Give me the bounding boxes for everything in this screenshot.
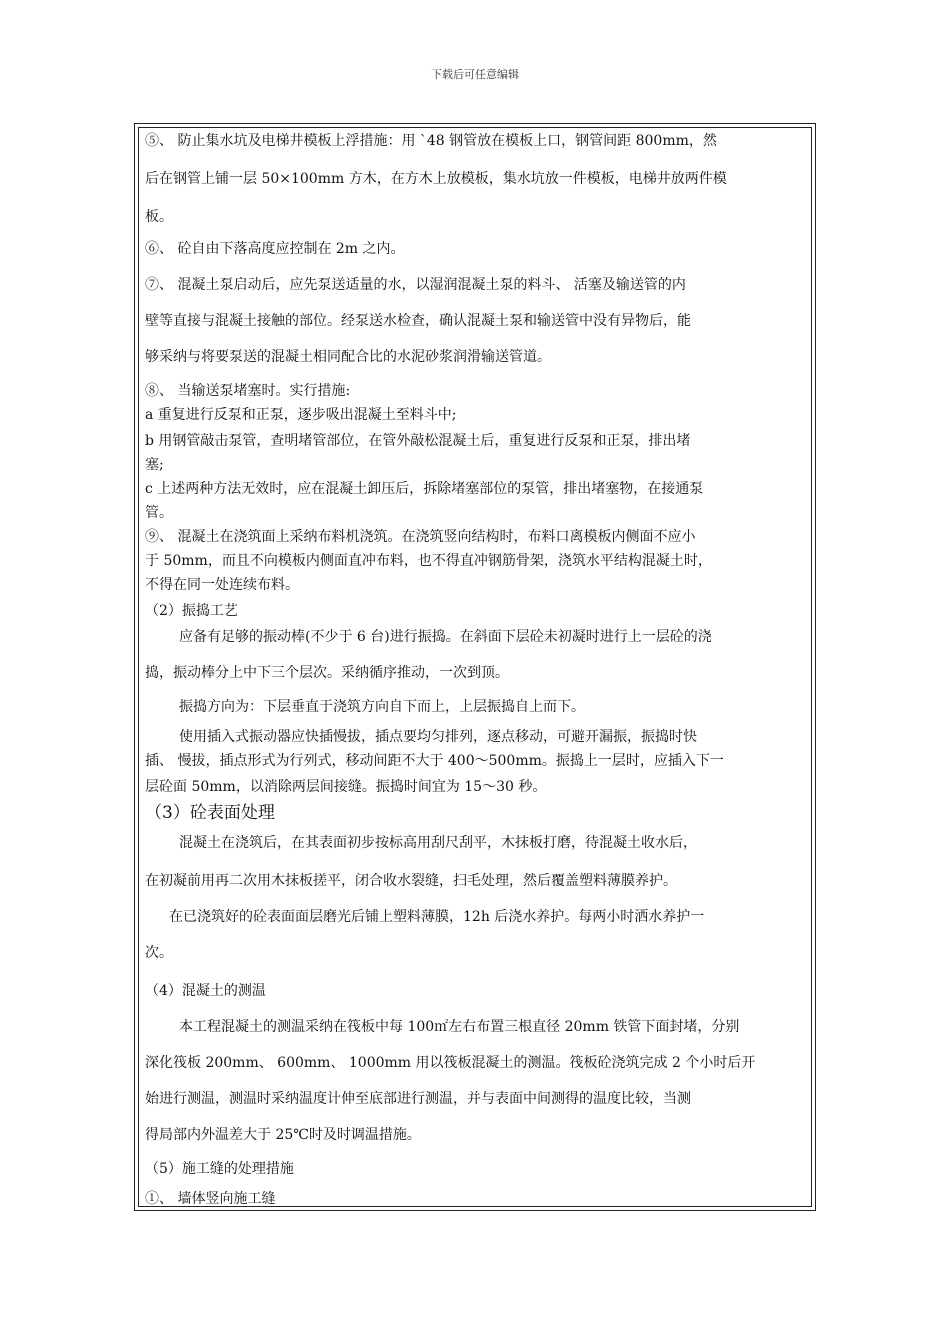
- section-5-item-1: ①、 墙体竖向施工缝: [145, 1191, 276, 1207]
- section-2-para-3-line-1: 使用插入式振动器应快插慢拔，插点要均匀排列，逐点移动，可避开漏振，振捣时快: [179, 729, 697, 745]
- item-8-a: a 重复进行反泵和正泵，逐步吸出混凝土至料斗中;: [145, 407, 457, 423]
- section-3-para-1-line-2: 在初凝前用再二次用木抹板搓平，闭合收水裂缝，扫毛处理，然后覆盖塑料薄膜养护。: [145, 873, 677, 889]
- item-8-line-1: ⑧、 当输送泵堵塞时。实行措施:: [145, 383, 351, 399]
- section-2-para-3-line-2: 插、 慢拔，插点形式为行列式，移动间距不大于 400～500mm。振捣上一层时，应插入下一: [145, 753, 724, 769]
- section-3-para-2-line-1: 在已浇筑好的砼表面面层磨光后铺上塑料薄膜，12h 后浇水养护。每两小时洒水养护一: [169, 909, 705, 925]
- section-3-heading: （3）砼表面处理: [145, 803, 275, 823]
- item-8-c-line-1: c 上述两种方法无效时，应在混凝土卸压后，拆除堵塞部位的泵管，排出堵塞物，在接通泵: [145, 481, 704, 497]
- section-2-para-1-line-1: 应备有足够的振动棒(不少于 6 台)进行振捣。在斜面下层砼未初凝时进行上一层砼的浇: [179, 629, 712, 645]
- section-5-heading: （5）施工缝的处理措施: [145, 1161, 294, 1177]
- section-2-para-3-line-3: 层砼面 50mm，以消除两层间接缝。振捣时间宜为 15～30 秒。: [145, 779, 547, 795]
- item-7-line-1: ⑦、 混凝土泵启动后，应先泵送适量的水，以湿润混凝土泵的料斗、 活塞及输送管的内: [145, 277, 686, 293]
- content-table: [134, 123, 816, 1211]
- item-8-b-line-1: b 用钢管敲击泵管，查明堵管部位，在管外敲松混凝土后，重复进行反泵和正泵，排出堵: [145, 433, 691, 449]
- section-3-para-1-line-1: 混凝土在浇筑后，在其表面初步按标高用刮尺刮平，木抹板打磨，待混凝土收水后，: [179, 835, 697, 851]
- item-5-line-3: 板。: [145, 209, 173, 225]
- item-9-line-1: ⑨、 混凝土在浇筑面上采纳布料机浇筑。在浇筑竖向结构时，布料口离模板内侧面不应小: [145, 529, 696, 545]
- item-5-line-2: 后在钢管上铺一层 50×100mm 方木，在方木上放模板，集水坑放一件模板，电梯井放两件模: [145, 171, 727, 187]
- item-8-b-line-2: 塞;: [145, 457, 164, 473]
- item-7-line-3: 够采纳与将要泵送的混凝土相同配合比的水泥砂浆润滑输送管道。: [145, 349, 551, 365]
- section-4-heading: （4）混凝土的测温: [145, 983, 266, 999]
- section-2-para-2: 振捣方向为：下层垂直于浇筑方向自下而上，上层振捣自上而下。: [179, 699, 585, 715]
- section-4-para-line-4: 得局部内外温差大于 25℃时及时调温措施。: [145, 1127, 421, 1143]
- section-4-para-line-3: 始进行测温，测温时采纳温度计伸至底部进行测温，并与表面中间测得的温度比较，当测: [145, 1091, 691, 1107]
- item-8-c-line-2: 管。: [145, 505, 173, 521]
- content-cell: [138, 127, 812, 1207]
- item-5-line-1: ⑤、 防止集水坑及电梯井模板上浮措施：用 `48 钢管放在模板上口，钢管间距 800mm，然: [145, 133, 717, 149]
- section-4-para-line-1: 本工程混凝土的测温采纳在筏板中每 100㎡左右布置三根直径 20mm 铁管下面封堵，分别: [179, 1019, 740, 1035]
- section-3-para-2-line-2: 次。: [145, 945, 173, 961]
- item-9-line-3: 不得在同一处连续布料。: [145, 577, 299, 593]
- section-4-para-line-2: 深化筏板 200mm、 600mm、 1000mm 用以筏板混凝土的测温。筏板砼浇筑完成 2 个小时后开: [145, 1055, 756, 1071]
- page-header-note: 下载后可任意编辑: [431, 68, 519, 81]
- section-2-heading: （2）振捣工艺: [145, 603, 238, 619]
- item-6-line-1: ⑥、 砼自由下落高度应控制在 2m 之内。: [145, 241, 405, 257]
- section-2-para-1-line-2: 捣，振动棒分上中下三个层次。采纳循序推动，一次到顶。: [145, 665, 509, 681]
- item-7-line-2: 壁等直接与混凝土接触的部位。经泵送水检查，确认混凝土泵和输送管中没有异物后，能: [145, 313, 691, 329]
- item-9-line-2: 于 50mm，而且不向模板内侧面直冲布料，也不得直冲钢筋骨架，浇筑水平结构混凝土时，: [145, 553, 712, 569]
